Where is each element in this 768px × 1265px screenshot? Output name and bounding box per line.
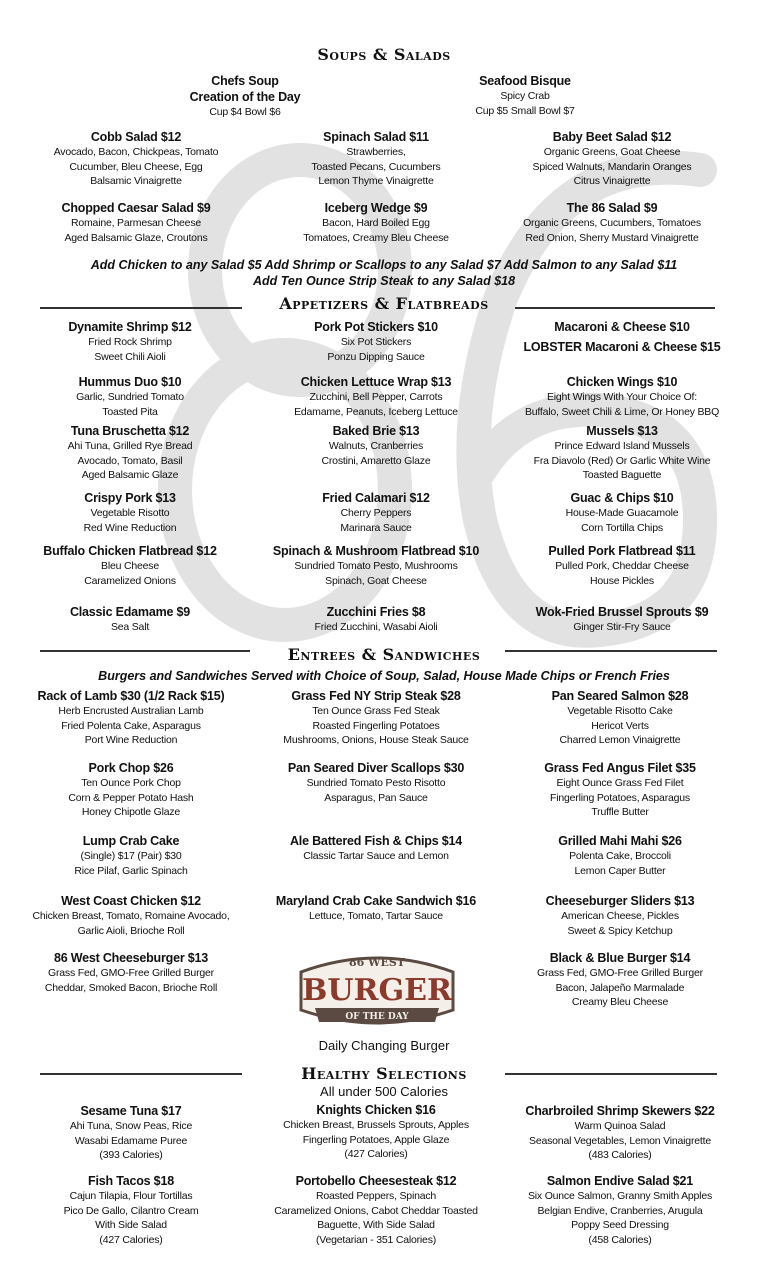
menu-item	[13, 893, 249, 938]
menu-item-description: Port Wine Reduction	[84, 734, 178, 746]
menu-item-description: Classic Tartar Sauce and Lemon	[303, 850, 449, 862]
menu-item-title: Hummus Duo $10	[78, 375, 182, 389]
menu-item-description: Citrus Vinaigrette	[573, 175, 651, 187]
menu-item-description: Rice Pilaf, Garlic Spinach	[74, 864, 188, 877]
menu-item-title: Black & Blue Burger $14	[549, 951, 691, 965]
menu-item-description: Sweet Chili Aioli	[94, 350, 166, 363]
healthy-subtitle: All under 500 Calories	[320, 1084, 448, 1099]
menu-item-title: Pan Seared Diver Scallops $30	[287, 761, 465, 775]
divider	[40, 650, 250, 652]
menu-item-title: Maryland Crab Cake Sandwich $16	[275, 894, 477, 908]
menu-item-description: Fra Diavolo (Red) Or Garlic White Wine	[533, 454, 711, 467]
menu-item-title: Chicken Wings $10	[566, 375, 678, 389]
menu-item	[494, 200, 730, 245]
menu-item	[502, 893, 738, 938]
menu-item-description: Avocado, Tomato, Basil	[77, 454, 183, 467]
menu-item-title: Lump Crab Cake	[82, 834, 180, 848]
menu-item	[12, 490, 248, 535]
menu-item-title: The 86 Salad $9	[566, 201, 658, 215]
menu-item-title: Portobello Cheesesteak $12	[295, 1174, 457, 1188]
menu-item-title: Pulled Pork Flatbread $11	[548, 544, 696, 558]
menu-item-description: Eight Ounce Grass Fed Filet	[556, 777, 684, 789]
menu-item-description: Wasabi Edamame Puree	[74, 1134, 188, 1147]
menu-item-description: Edamame, Peanuts, Iceberg Lettuce	[294, 405, 458, 418]
menu-item-title: Ale Battered Fish & Chips $14	[289, 834, 463, 848]
menu-item-title: Dynamite Shrimp $12	[68, 320, 192, 334]
menu-item-description: Fingerling Potatoes, Asparagus	[550, 791, 690, 804]
menu-item-title: Knights Chicken $16	[316, 1103, 436, 1117]
menu-item-title: West Coast Chicken $12	[61, 894, 201, 908]
menu-item-description: Garlic, Sundried Tomato	[76, 391, 184, 403]
menu-item-title: Charbroiled Shrimp Skewers $22	[525, 1104, 715, 1118]
menu-item-description: Ten Ounce Pork Chop	[81, 777, 181, 789]
menu-item-description: Ahi Tuna, Snow Peas, Rice	[69, 1120, 193, 1132]
menu-item	[504, 490, 740, 535]
menu-item	[13, 688, 249, 748]
menu-item-description: Prince Edward Island Mussels	[554, 440, 690, 452]
menu-item	[502, 1173, 738, 1247]
menu-item	[504, 423, 740, 483]
menu-item-description: House-Made Guacamole	[565, 507, 679, 519]
menu-item-description: Fried Polenta Cake, Asparagus	[61, 719, 201, 732]
menu-item-description: Grass Fed, GMO-Free Grilled Burger	[537, 967, 703, 979]
menu-item-description: Mushrooms, Onions, House Steak Sauce	[283, 734, 469, 746]
menu-item-title: Fried Calamari $12	[322, 491, 430, 505]
divider	[40, 1073, 242, 1075]
menu-item	[504, 604, 740, 635]
menu-item-description: (483 Calories)	[588, 1149, 652, 1161]
menu-item-description: (Single) $17 (Pair) $30	[80, 850, 182, 862]
logo-main-text: BURGER	[302, 973, 454, 1008]
menu-item-description: Lemon Caper Butter	[574, 864, 666, 877]
menu-item-description: Fried Rock Shrimp	[88, 336, 172, 348]
menu-item-title: Pork Chop $26	[88, 761, 174, 775]
menu-item	[258, 490, 494, 535]
menu-item-title: Creation of the Day	[189, 90, 301, 104]
menu-item-description: Balsamic Vinaigrette	[90, 175, 182, 187]
menu-item-description: (Vegetarian - 351 Calories)	[315, 1233, 437, 1246]
appetizers-header: Appetizers & Flatbreads	[279, 294, 489, 313]
menu-item-description: Organic Greens, Goat Cheese	[543, 146, 681, 158]
menu-item-description: Buffalo, Sweet Chili & Lime, Or Honey BBQ	[524, 405, 720, 418]
menu-item-description: Cucumber, Bleu Cheese, Egg	[69, 160, 203, 173]
logo-top-text: 86 WEST	[348, 956, 406, 969]
menu-item-description: (393 Calories)	[99, 1149, 163, 1161]
entrees-subtitle: Burgers and Sandwiches Served with Choice of Soup, Salad, House Made Chips or French Fries	[98, 669, 670, 683]
menu-item-title: Seafood Bisque	[479, 74, 571, 88]
healthy-header: Healthy Selections	[301, 1064, 467, 1083]
menu-item	[502, 688, 738, 748]
menu-item	[258, 423, 494, 468]
menu-item-title: Grass Fed NY Strip Steak $28	[291, 689, 461, 703]
menu-item-description: Toasted Baguette	[582, 469, 662, 481]
menu-item-description: Chicken Breast, Tomato, Romaine Avocado,	[32, 910, 230, 922]
entrees-header: Entrees & Sandwiches	[287, 645, 481, 664]
menu-item	[13, 1173, 249, 1247]
menu-item-description: Cherry Peppers	[340, 507, 412, 519]
menu-item-description: Spicy Crab	[500, 90, 550, 102]
menu-item-description: Ponzu Dipping Sauce	[327, 350, 425, 363]
menu-item-title: Pork Pot Stickers $10	[314, 320, 438, 334]
menu-item-description: Corn Tortilla Chips	[581, 521, 663, 534]
menu-item-title: Baked Brie $13	[332, 424, 420, 438]
menu-item-title: Crispy Pork $13	[84, 491, 176, 505]
menu-item-description: Avocado, Bacon, Chickpeas, Tomato	[53, 146, 219, 158]
menu-item-description: House Pickles	[590, 574, 654, 587]
menu-item-description: Caramelized Onions, Cabot Cheddar Toasted	[274, 1204, 478, 1217]
menu-item-description: Caramelized Onions	[84, 574, 176, 587]
menu-item-description: Marinara Sauce	[340, 521, 412, 534]
menu-item	[258, 604, 494, 635]
menu-item-description: Sundried Tomato Pesto, Mushrooms	[294, 560, 458, 572]
menu-item-description: (427 Calories)	[344, 1148, 408, 1160]
menu-item-description: Warm Quinoa Salad	[574, 1120, 666, 1132]
menu-item-description: Asparagus, Pan Sauce	[324, 791, 428, 804]
menu-item-title: Salmon Endive Salad $21	[546, 1174, 694, 1188]
menu-item-title: Grilled Mahi Mahi $26	[558, 834, 682, 848]
menu-item	[407, 73, 643, 118]
burger-of-the-day-logo	[295, 950, 459, 1028]
menu-item-description: Bacon, Jalapeño Marmalade	[555, 981, 685, 994]
menu-item	[494, 129, 730, 189]
menu-item-description: Eight Wings With Your Choice Of:	[546, 391, 697, 403]
menu-item-title: Mussels $13	[586, 424, 658, 438]
menu-item-title: Classic Edamame $9	[69, 605, 191, 619]
menu-item	[258, 688, 494, 748]
soups-salads-header: Soups & Salads	[317, 45, 451, 64]
menu-item-description: Lettuce, Tomato, Tartar Sauce	[309, 910, 443, 922]
menu-item-description: Strawberries,	[346, 146, 406, 158]
menu-item-description: With Side Salad	[95, 1219, 167, 1231]
menu-item-description: Six Ounce Salmon, Granny Smith Apples	[527, 1190, 713, 1202]
menu-item	[504, 319, 740, 355]
menu-item-description: American Cheese, Pickles	[561, 910, 679, 922]
menu-item-description: Pico De Gallo, Cilantro Cream	[63, 1204, 199, 1217]
menu-item-description: Hericot Verts	[591, 719, 649, 732]
menu-item	[502, 833, 738, 878]
menu-item-description: Herb Encrusted Australian Lamb	[58, 705, 204, 717]
menu-item-description: Romaine, Parmesan Cheese	[70, 217, 202, 229]
menu-item	[258, 1102, 494, 1162]
menu-item-description: Cajun Tilapia, Flour Tortillas	[69, 1190, 193, 1202]
menu-item-description: Seasonal Vegetables, Lemon Vinaigrette	[529, 1134, 711, 1147]
menu-item-description: Six Pot Stickers	[340, 336, 412, 348]
divider	[505, 1073, 717, 1075]
menu-item-description: Honey Chipotle Glaze	[81, 806, 181, 818]
menu-item-title: Zucchini Fries $8	[326, 605, 426, 619]
menu-item	[258, 1173, 494, 1247]
menu-item-description: Lemon Thyme Vinaigrette	[318, 175, 434, 187]
menu-item-title: Fish Tacos $18	[88, 1174, 174, 1188]
menu-item-description: (427 Calories)	[99, 1233, 163, 1246]
menu-item	[504, 374, 740, 419]
menu-item-description: Belgian Endive, Cranberries, Arugula	[537, 1204, 703, 1217]
menu-item-description: Baguette, With Side Salad	[317, 1219, 435, 1231]
menu-item	[13, 950, 249, 995]
menu-item	[258, 760, 494, 805]
menu-item	[13, 760, 249, 820]
menu-item-description: Vegetable Risotto	[90, 507, 170, 519]
menu-item-description: Bleu Cheese	[101, 560, 159, 572]
menu-item-description: Organic Greens, Cucumbers, Tomatoes	[523, 217, 701, 229]
menu-item	[258, 129, 494, 189]
menu-item-description: Aged Balsamic Glaze, Croutons	[64, 231, 208, 244]
menu-item-description: Spinach, Goat Cheese	[325, 574, 427, 587]
menu-item-title: Sesame Tuna $17	[80, 1104, 182, 1118]
menu-item	[258, 543, 494, 588]
menu-item-description: Bacon, Hard Boiled Egg	[322, 217, 430, 229]
menu-item	[12, 423, 248, 483]
menu-item-title: Rack of Lamb $30 (1/2 Rack $15)	[37, 689, 225, 703]
menu-item	[504, 543, 740, 588]
menu-item-title: Wok-Fried Brussel Sprouts $9	[535, 605, 709, 619]
menu-item	[13, 1103, 249, 1163]
menu-item-title: Iceberg Wedge $9	[324, 201, 428, 215]
menu-item-description: Corn & Pepper Potato Hash	[68, 791, 194, 804]
menu-item-title: 86 West Cheeseburger $13	[53, 951, 209, 965]
menu-item-title: Chicken Lettuce Wrap $13	[300, 375, 452, 389]
menu-item-description: Ten Ounce Grass Fed Steak	[312, 705, 440, 717]
menu-item-title: Cobb Salad $12	[90, 130, 182, 144]
menu-item-description: Grass Fed, GMO-Free Grilled Burger	[48, 967, 214, 979]
menu-item-description: Cup $5 Small Bowl $7	[475, 104, 575, 117]
menu-item-description: Tomatoes, Creamy Bleu Cheese	[303, 231, 449, 244]
divider	[515, 307, 715, 309]
menu-item-description: Zucchini, Bell Pepper, Carrots	[309, 391, 443, 403]
menu-item	[258, 319, 494, 364]
menu-item-description: Creamy Bleu Cheese	[571, 996, 669, 1008]
menu-item-title: Tuna Bruschetta $12	[70, 424, 190, 438]
menu-item	[258, 374, 494, 419]
menu-item-description: Sundried Tomato Pesto Risotto	[306, 777, 446, 789]
menu-item	[127, 73, 363, 120]
menu-item-description: Red Wine Reduction	[83, 521, 177, 534]
menu-item	[258, 833, 494, 864]
menu-item-description: Ahi Tuna, Grilled Rye Bread	[67, 440, 193, 452]
menu-item-description: Roasted Fingerling Potatoes	[312, 719, 440, 732]
menu-item-description: (458 Calories)	[588, 1233, 652, 1246]
salad-addons-line-1: Add Chicken to any Salad $5 Add Shrimp or Scallops to any Salad $7 Add Salmon to any Salad $11	[90, 258, 678, 272]
menu-item	[18, 129, 254, 189]
menu-item	[258, 893, 494, 924]
menu-item-title: Buffalo Chicken Flatbread $12	[43, 544, 217, 558]
menu-item-title: Baby Beet Salad $12	[552, 130, 672, 144]
menu-item-description: Cheddar, Smoked Bacon, Brioche Roll	[44, 981, 218, 994]
menu-item	[12, 543, 248, 588]
menu-item-title: LOBSTER Macaroni & Cheese $15	[523, 340, 721, 354]
menu-item	[502, 1103, 738, 1163]
menu-item	[18, 200, 254, 245]
menu-item-description: Pulled Pork, Cheddar Cheese	[555, 560, 689, 572]
salad-addons-line-2: Add Ten Ounce Strip Steak to any Salad $18	[252, 274, 516, 288]
menu-item	[12, 604, 248, 635]
menu-item-description: Ginger Stir-Fry Sauce	[573, 621, 671, 633]
divider	[40, 307, 242, 309]
menu-item	[13, 833, 249, 878]
menu-item-title: Grass Fed Angus Filet $35	[544, 761, 696, 775]
menu-item	[12, 319, 248, 364]
menu-item-description: Red Onion, Sherry Mustard Vinaigrette	[525, 231, 699, 244]
logo-bottom-text: OF THE DAY	[345, 1012, 409, 1022]
menu-item-description: Chicken Breast, Brussels Sprouts, Apples	[283, 1119, 469, 1131]
divider	[505, 650, 717, 652]
menu-item-title: Pan Seared Salmon $28	[551, 689, 689, 703]
menu-item-description: Roasted Peppers, Spinach	[315, 1190, 437, 1202]
menu-item	[258, 200, 494, 245]
menu-item-description: Garlic Aioli, Brioche Roll	[77, 924, 185, 937]
menu-item-description: Crostini, Amaretto Glaze	[321, 454, 431, 467]
menu-item-description: Toasted Pecans, Cucumbers	[311, 160, 441, 173]
menu-item-description: Aged Balsamic Glaze	[81, 469, 179, 481]
menu-item-description: Truffle Butter	[591, 806, 649, 818]
menu-item-title: Chefs Soup	[211, 74, 279, 88]
menu-item-description: Charred Lemon Vinaigrette	[559, 734, 681, 746]
menu-item-description: Sea Salt	[110, 621, 150, 633]
menu-item-description: Vegetable Risotto Cake	[567, 705, 673, 717]
menu-item-description: Cup $4 Bowl $6	[209, 106, 281, 118]
menu-item-description: Sweet & Spicy Ketchup	[567, 924, 673, 937]
menu-item-description: Fingerling Potatoes, Apple Glaze	[302, 1133, 450, 1146]
menu-item-description: Walnuts, Cranberries	[328, 440, 424, 452]
menu-item-title: Guac & Chips $10	[570, 491, 674, 505]
menu-item-title: Spinach Salad $11	[323, 130, 429, 144]
menu-item-title: Spinach & Mushroom Flatbread $10	[272, 544, 480, 558]
menu-item	[12, 374, 248, 419]
menu-item-description: Polenta Cake, Broccoli	[569, 850, 671, 862]
menu-item-title: Cheeseburger Sliders $13	[545, 894, 695, 908]
menu-item-description: Toasted Pita	[102, 405, 158, 418]
menu-item-description: Fried Zucchini, Wasabi Aioli	[314, 621, 438, 633]
menu-item-title: Chopped Caesar Salad $9	[61, 201, 211, 215]
menu-item	[502, 950, 738, 1010]
menu-item	[502, 760, 738, 820]
menu-item-description: Spiced Walnuts, Mandarin Oranges	[532, 160, 692, 173]
menu-item-title: Macaroni & Cheese $10	[554, 320, 690, 334]
menu-item-description: Poppy Seed Dressing	[571, 1219, 669, 1231]
burger-caption: Daily Changing Burger	[318, 1038, 450, 1053]
